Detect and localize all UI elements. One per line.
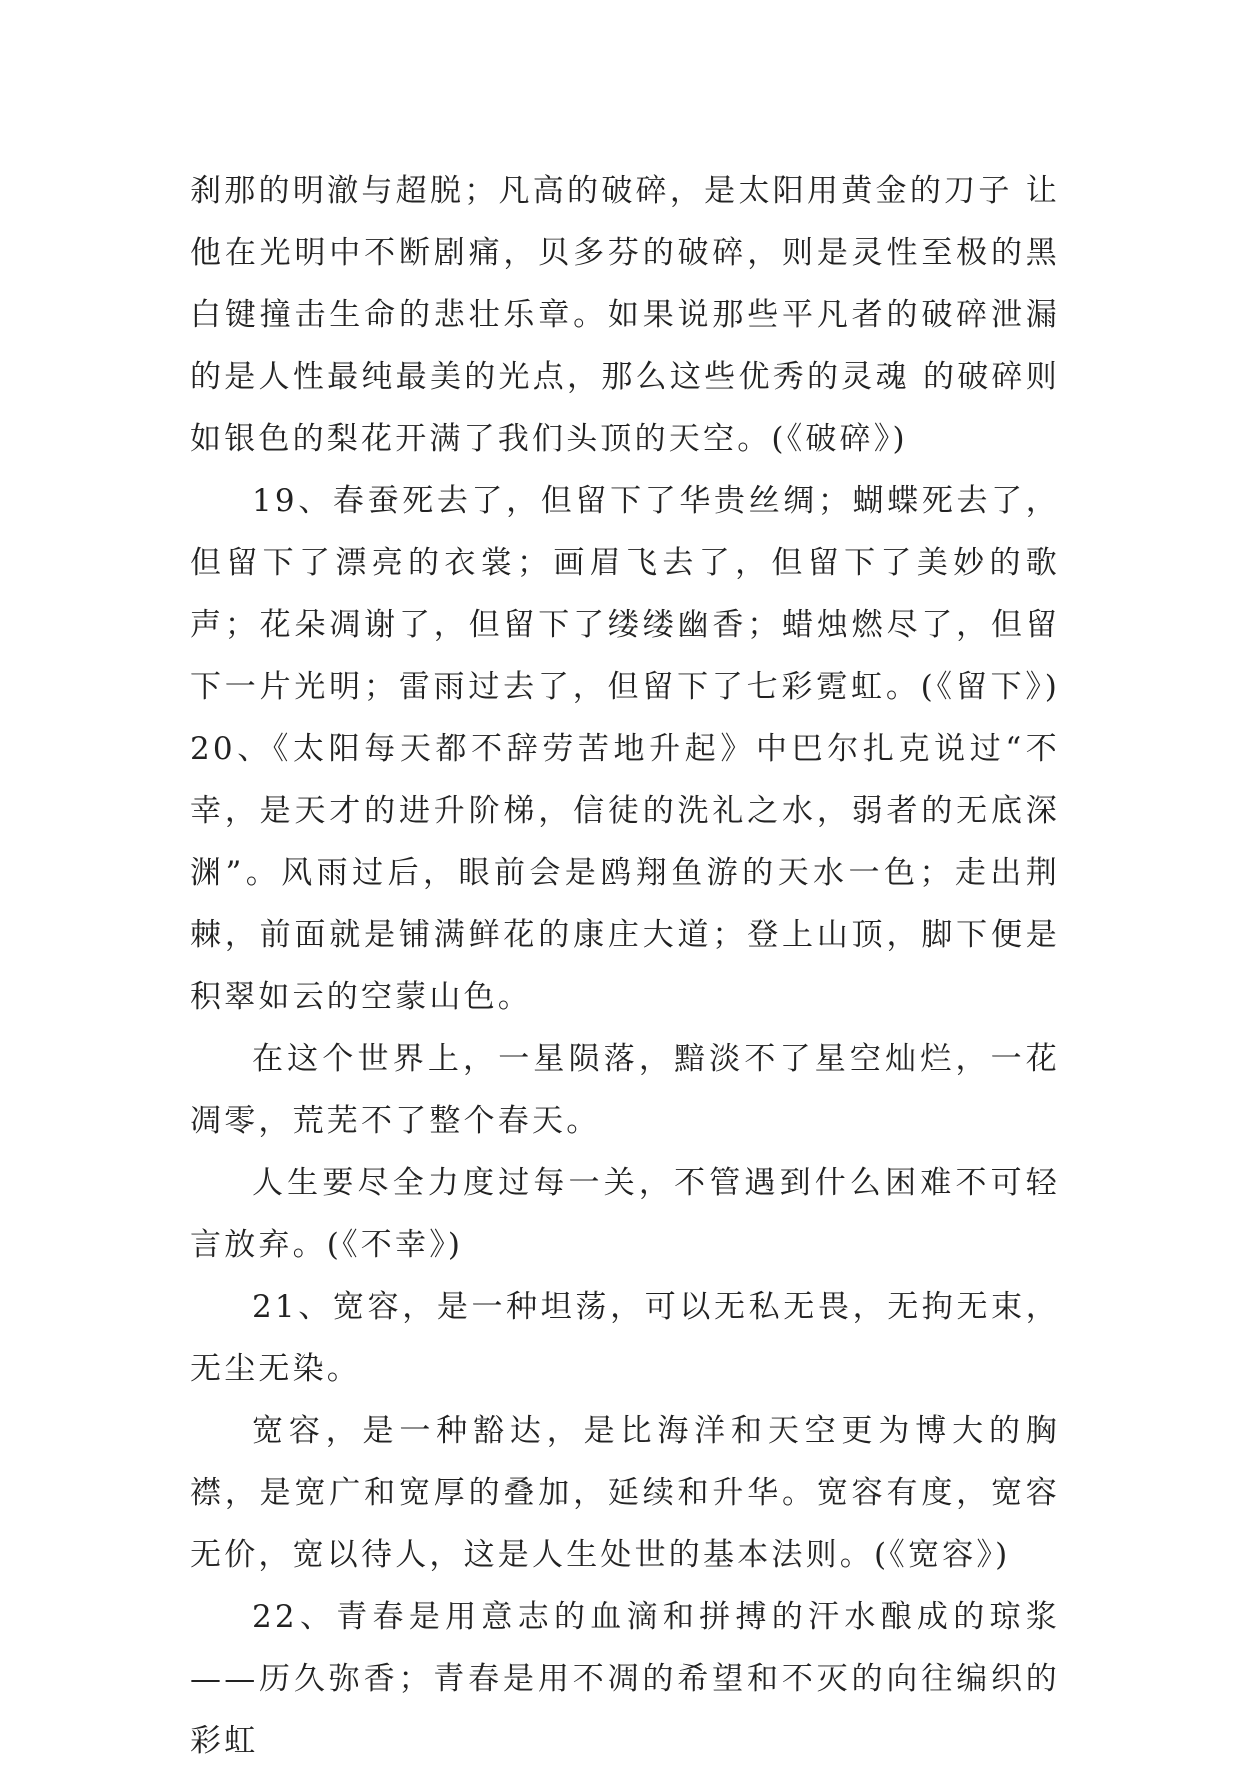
paragraph-2: 19、春蚕死去了，但留下了华贵丝绸；蝴蝶死去了，但留下了漂亮的衣裳；画眉飞去了，但留下了美妙的歌声；花朵凋谢了，但留下了缕缕幽香；蜡烛燃尽了，但留下一片光明；雷雨过去了，但留下了七彩霓虹。(《留下》) 20、《太阳每天都不辞劳苦地升起》中巴尔扎克说过“不幸，是天才的进升阶梯，信徒的洗礼之水，弱者的无底深渊”。风雨过后，眼前会是鸥翔鱼游的天水一色；走出荆棘，前面就是铺满鲜花的康庄大道；登上山顶，脚下便是积翠如云的空蒙山色。: [190, 483, 1060, 1015]
paragraph-1: 刹那的明澈与超脱；凡高的破碎，是太阳用黄金的刀子 让他在光明中不断剧痛，贝多芬的破碎，则是灵性至极的黑白键撞击生命的悲壮乐章。如果说那些平凡者的破碎泄漏的是人性最纯最美的光点，那么这些优秀的灵魂 的破碎则如银色的梨花开满了我们头顶的天空。(《破碎》): [190, 173, 1060, 457]
paragraph-3: 在这个世界上，一星陨落，黯淡不了星空灿烂，一花凋零，荒芜不了整个春天。: [190, 1041, 1060, 1139]
document-body: [190, 160, 1060, 1772]
paragraph-7: 22、青春是用意志的血滴和拼搏的汗水酿成的琼浆——历久弥香；青春是用不凋的希望和不灭的向往编织的彩虹: [190, 1599, 1060, 1759]
paragraph-4: 人生要尽全力度过每一关，不管遇到什么困难不可轻言放弃。(《不幸》): [190, 1165, 1060, 1263]
paragraph-5: 21、宽容，是一种坦荡，可以无私无畏，无拘无束，无尘无染。: [190, 1289, 1060, 1387]
paragraph-6: 宽容，是一种豁达，是比海洋和天空更为博大的胸襟，是宽广和宽厚的叠加，延续和升华。宽容有度，宽容无价，宽以待人，这是人生处世的基本法则。(《宽容》): [190, 1413, 1060, 1573]
